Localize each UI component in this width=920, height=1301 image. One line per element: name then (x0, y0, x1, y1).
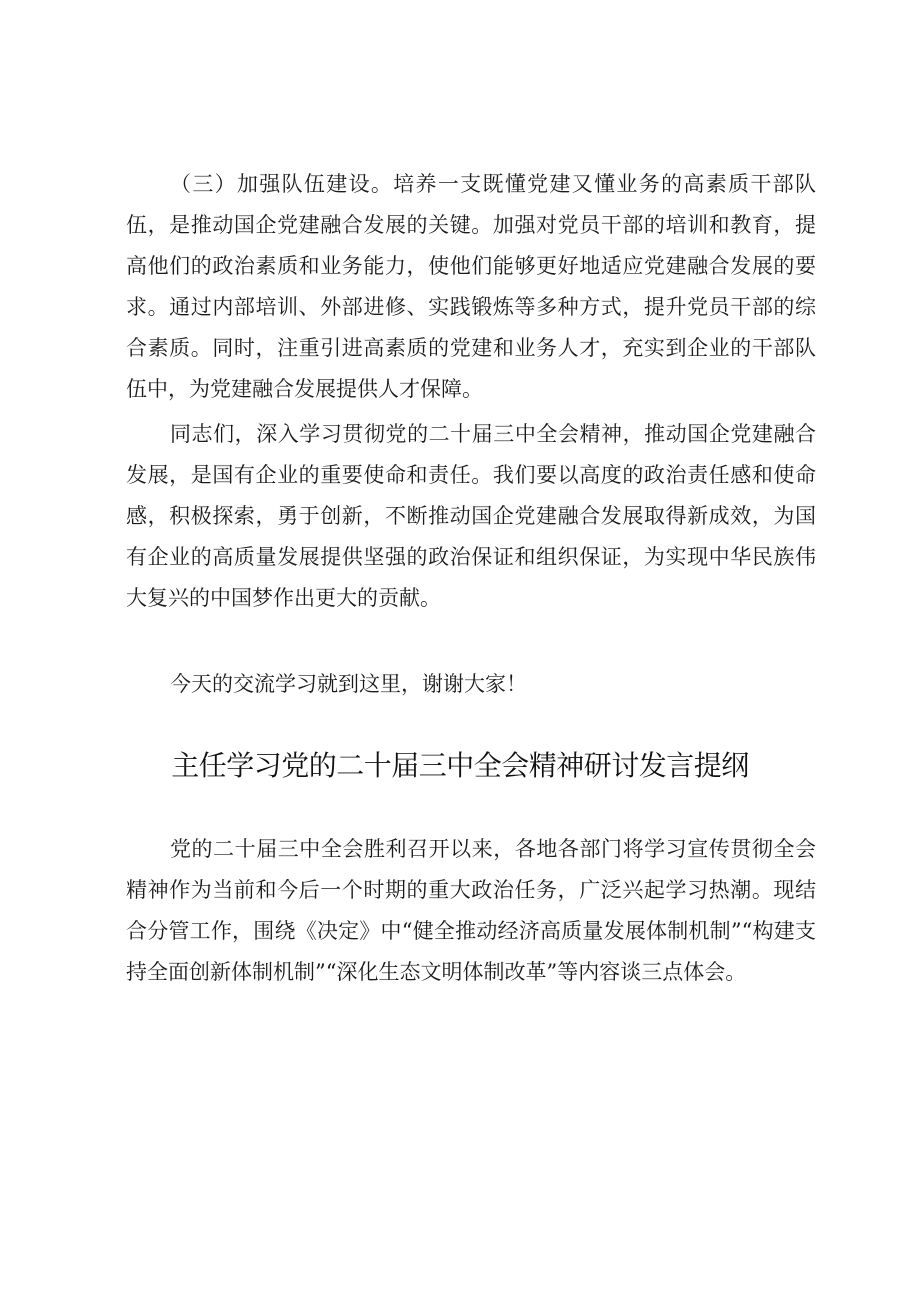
document-title: 主任学习党的二十届三中全会精神研讨发言提纲 (171, 749, 749, 782)
paragraph-closing: 今天的交流学习就到这里，谢谢大家！ (170, 672, 527, 696)
paragraph-comrades: 同志们，深入学习贯彻党的二十届三中全会精神，推动国企党建融合发展，是国有企业的重要使命和责任。我们要以高度的政治责任感和使命感，积极探索，勇于创新，不断推动国企党建融合发展取得新成效，为国有企业的高质量发展提供坚强的政治保证和组织保证，为实现中华民族伟大复兴的中国梦作出更大的贡献。 (126, 422, 816, 610)
paragraph-intro: 党的二十届三中全会胜利召开以来，各地各部门将学习宣传贯彻全会精神作为当前和今后一个时期的重大政治任务，广泛兴起学习热潮。现结合分管工作，围绕《决定》中“健全推动经济高质量发展体制机制”“构建支持全面创新体制机制”“深化生态文明体制改革”等内容谈三点体会。 (126, 837, 816, 984)
paragraph-team-building: （三）加强队伍建设。培养一支既懂党建又懂业务的高素质干部队伍，是推动国企党建融合发展的关键。加强对党员干部的培训和教育，提高他们的政治素质和业务能力，使他们能够更好地适应党建融合发展的要求。通过内部培训、外部进修、实践锻炼等多种方式，提升党员干部的综合素质。同时，注重引进高素质的党建和业务人才，充实到企业的干部队伍中，为党建融合发展提供人才保障。 (126, 172, 816, 401)
